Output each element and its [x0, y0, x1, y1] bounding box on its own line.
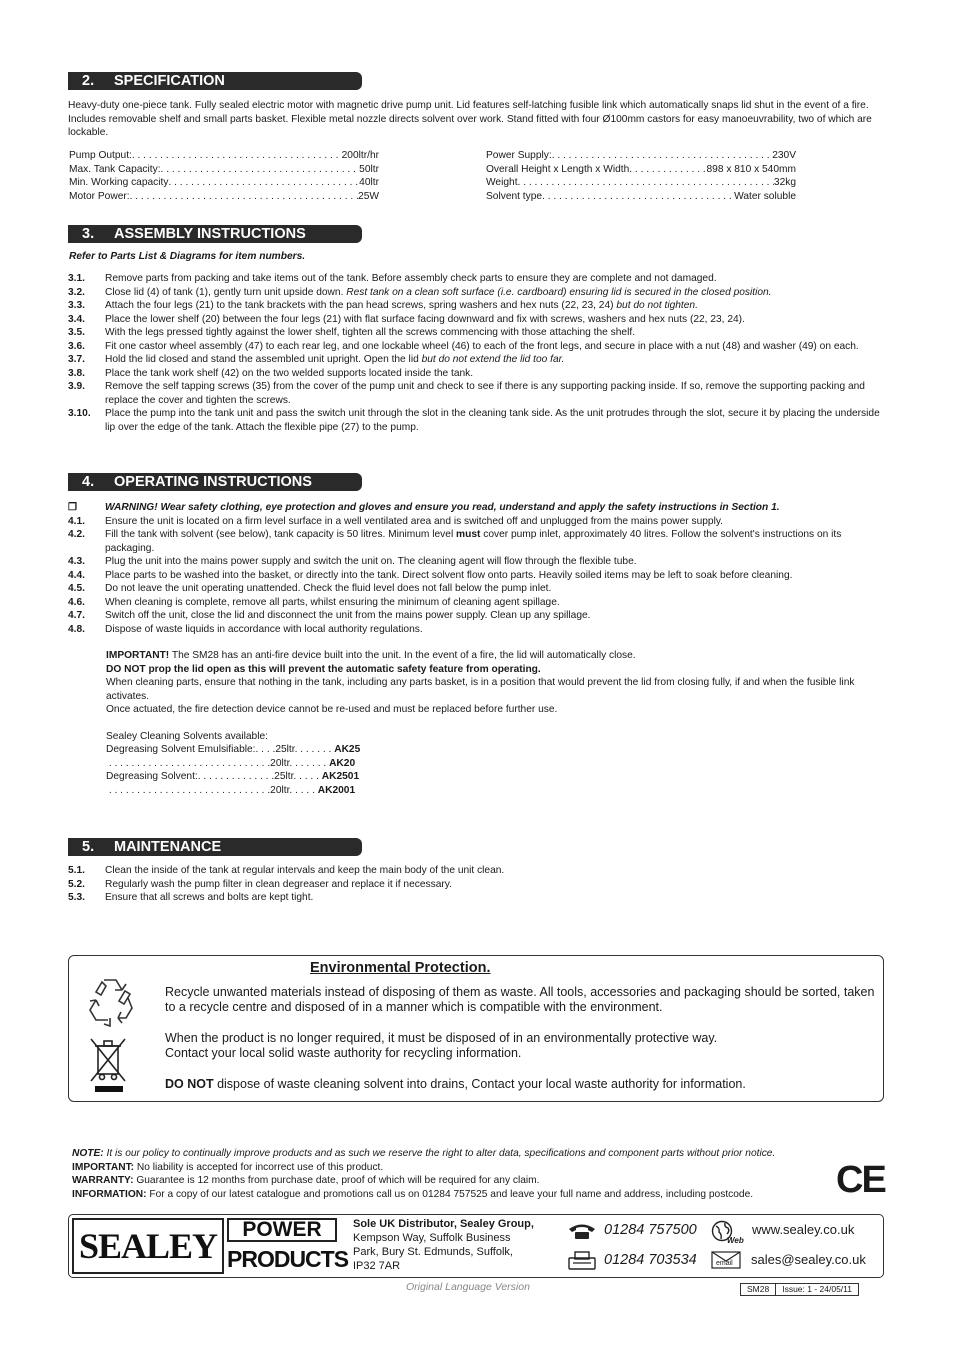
list-item — [68, 286, 883, 300]
spec-leader-dots — [132, 149, 342, 163]
solvent-size: 20ltr. . . . . . . — [270, 757, 327, 769]
item-text — [105, 582, 883, 596]
list-item — [68, 353, 883, 367]
list-item — [68, 864, 883, 878]
telephone-icon — [567, 1222, 597, 1240]
important-notes — [106, 649, 883, 717]
website-link[interactable]: www.sealey.co.uk — [752, 1222, 855, 1237]
do-not-prop-warning: DO NOT prop the lid open as this will prevent the automatic safety feature from operating. — [106, 663, 541, 675]
solvent-row — [106, 743, 360, 757]
spec-value: Water soluble — [734, 190, 796, 202]
information-line — [72, 1188, 842, 1202]
disposal-line-2: Contact your local solid waste authority for recycling information. — [165, 1046, 522, 1060]
spec-row — [69, 149, 379, 163]
email-badge: email — [716, 1260, 733, 1267]
important-text: The SM28 has an anti-fire device built into the unit. In the event of a fire, the lid will automatically close. — [169, 650, 636, 661]
item-text-plain: Dispose of waste liquids in accordance with local authority regulations. — [105, 623, 423, 635]
solvents-title: Sealey Cleaning Solvents available: — [106, 731, 268, 742]
item-text-plain: Place the lower shelf (20) between the four legs (21) with flat surface facing downward and fix with screws, washers and hex nuts (22, 23, 24). — [105, 313, 745, 325]
item-text-plain: Plug the unit into the mains power supply and switch the unit on. The cleaning agent will flow through the flexible tube. — [105, 556, 637, 567]
spec-value: 200ltr/hr — [341, 150, 379, 161]
solvent-code: AK2001 — [317, 784, 356, 796]
spec-label: Motor Power: — [69, 190, 130, 202]
spec-label: Solvent type — [486, 190, 543, 202]
item-text — [105, 515, 883, 529]
solvent-code: AK25 — [334, 744, 361, 755]
note-label: NOTE: — [72, 1148, 104, 1159]
item-text-plain: Place the tank work shelf (42) on the two welded supports located inside the tank. — [105, 367, 474, 379]
item-number: 4.5. — [68, 583, 85, 594]
item-number: 3.3. — [68, 300, 85, 311]
list-item — [68, 313, 883, 327]
web-badge: Web — [727, 1236, 744, 1245]
section-title: SPECIFICATION — [114, 73, 225, 89]
warning-item — [68, 501, 883, 515]
solvent-code: AK2501 — [321, 771, 360, 782]
item-number: 4.4. — [68, 569, 85, 581]
address-line-1: Kempson Way, Suffolk Business — [353, 1232, 511, 1244]
spec-value: 40ltr — [359, 177, 379, 188]
legal-notes — [72, 1147, 842, 1201]
item-text-plain: When cleaning is complete, remove all parts, whilst ensuring the minimum of cleaning agent spillage. — [105, 596, 560, 608]
list-item — [68, 623, 883, 637]
item-number: 3.7. — [68, 354, 85, 365]
spec-label: Min. Working capacity — [69, 177, 169, 188]
section-number: 3. — [82, 226, 95, 242]
solvent-row — [106, 757, 360, 771]
item-text-plain: Remove parts from packing and take items out of the tank. Before assembly check parts to ensure they are complete and not damaged. — [105, 273, 717, 284]
list-item — [68, 299, 883, 313]
warranty-text: Guarantee is 12 months from purchase date, proof of which will be required for any claim. — [133, 1175, 540, 1186]
section-number: 4. — [82, 474, 95, 490]
spec-row — [486, 163, 796, 177]
fax-icon — [567, 1250, 597, 1270]
disposal-line-1: When the product is no longer required, it must be disposed of in an environmentally protective way. — [165, 1031, 718, 1045]
item-text — [105, 272, 883, 286]
item-number: 3.8. — [68, 367, 85, 379]
item-number: 5.1. — [68, 865, 85, 876]
distributor-title: Sole UK Distributor, Sealey Group, — [353, 1218, 534, 1230]
list-item — [68, 272, 883, 286]
warning-box-icon: ❒ — [68, 502, 78, 513]
list-item — [68, 326, 883, 340]
spec-table-right — [486, 149, 796, 203]
item-number: 4.6. — [68, 596, 85, 608]
item-text: Clean the inside of the tank at regular intervals and keep the main body of the unit clean. — [105, 865, 505, 876]
section-2-header — [68, 72, 362, 90]
section-5-header — [68, 838, 362, 856]
spec-label: Overall Height x Length x Width — [486, 163, 630, 175]
spec-label: Max. Tank Capacity: — [69, 163, 161, 175]
item-number: 3.9. — [68, 381, 85, 392]
spec-value: 32kg — [773, 177, 796, 188]
list-item — [68, 609, 883, 623]
item-text — [105, 286, 883, 300]
list-item — [68, 569, 883, 583]
operating-list — [68, 501, 883, 636]
important-line — [72, 1161, 842, 1175]
solvents-table — [106, 743, 360, 797]
parts-reference-note: Refer to Parts List & Diagrams for item numbers. — [69, 251, 306, 262]
item-text — [105, 313, 883, 327]
item-number: 3.2. — [68, 286, 85, 298]
list-item — [68, 878, 883, 892]
spec-leader-dots — [161, 163, 360, 177]
item-text — [105, 596, 883, 610]
spec-leader-dots — [130, 190, 358, 204]
spec-leader-dots — [168, 176, 359, 190]
spec-table-left — [69, 149, 379, 203]
issue-box — [740, 1283, 859, 1296]
item-text-plain: Fit one castor wheel assembly (47) to each rear leg, and one lockable wheel (46) to each of the front legs, and secure in place with a nut (48) and washer (49) on each. — [105, 340, 859, 352]
item-text — [105, 340, 883, 354]
spec-label: Weight — [486, 177, 518, 188]
important-label: IMPORTANT: — [72, 1161, 135, 1173]
item-text — [105, 326, 883, 340]
solvent-size: 25ltr. . . . . . . — [275, 744, 332, 755]
spec-row — [486, 149, 796, 163]
issue-date: Issue: 1 - 24/05/11 — [775, 1284, 858, 1295]
fax-number[interactable]: 01284 703534 — [604, 1252, 697, 1268]
note-text: It is our policy to continually improve products and as such we reserve the right to alter data, specifications and component parts without prior notice. — [103, 1148, 776, 1159]
item-text — [105, 555, 883, 569]
section-3-header — [68, 225, 362, 243]
spec-row — [69, 190, 379, 204]
weee-crossed-bin-icon — [88, 1036, 128, 1094]
item-text — [105, 623, 883, 637]
item-text: Regularly wash the pump filter in clean degreaser and replace it if necessary. — [105, 878, 452, 890]
actuated-note: Once actuated, the fire detection device cannot be re-used and must be replaced before further use. — [106, 704, 558, 715]
disposal-paragraph — [165, 1031, 875, 1061]
solvent-row — [106, 770, 360, 784]
information-label: INFORMATION: — [72, 1188, 147, 1200]
recycle-paragraph: Recycle unwanted materials instead of disposing of them as waste. All tools, accessories and packaging should be sorted, taken to a recycle centre and disposed of in a manner which is compatible with the environment. — [165, 985, 875, 1014]
information-text: For a copy of our latest catalogue and promotions call us on 01284 757525 and leave your full name and address, including postcode. — [146, 1188, 754, 1200]
solvent-label: . . . . . . . . . . . . . . . . . . . . . . . . . . . . . — [106, 784, 271, 796]
list-item — [68, 596, 883, 610]
address-line-2: Park, Bury St. Edmunds, Suffolk, — [353, 1246, 513, 1258]
item-text — [105, 380, 883, 407]
warning-text: WARNING! Wear safety clothing, eye protection and gloves and ensure you read, understand and apply the safety instructions in Section 1. — [105, 502, 780, 513]
item-text-plain: Place the pump into the tank unit and pass the switch unit through the slot in the cleaning tank side. As the unit protrudes through the slot, secure it by placing the underside lip over the edge of the tank. Attach the flexible pipe (27) to the pump. — [105, 408, 880, 433]
item-text-plain: Attach the four legs (21) to the tank brackets with the pan head screws, spring washers and hex nuts (22, 23, 24) — [105, 300, 617, 311]
solvent-code: AK20 — [329, 757, 356, 769]
list-item — [68, 555, 883, 569]
item-text — [105, 353, 883, 367]
list-item — [68, 528, 883, 555]
spec-leader-dots — [629, 163, 706, 177]
item-number: 3.5. — [68, 327, 85, 338]
spec-value: 898 x 810 x 540mm — [706, 163, 796, 175]
spec-value: 25W — [358, 190, 379, 202]
spec-row — [69, 176, 379, 190]
warranty-line — [72, 1174, 842, 1188]
list-item — [68, 515, 883, 529]
solvent-disposal-paragraph — [165, 1077, 875, 1092]
item-text-rest: cover pump inlet, approximately 40 litres. Follow the solvent's instructions on its packaging. — [105, 529, 842, 554]
item-text-plain: Close lid (4) of tank (1), gently turn unit upside down. — [105, 286, 347, 298]
item-text — [105, 299, 883, 313]
solvent-label: Degreasing Solvent:. . . . . . . . . . . . . . — [106, 771, 275, 782]
item-number: 3.4. — [68, 313, 85, 325]
spec-row — [486, 176, 796, 190]
original-language-version: Original Language Version — [406, 1281, 530, 1293]
item-number: 5.3. — [68, 892, 85, 903]
ce-mark: CE — [836, 1159, 885, 1201]
spec-value: 50ltr — [359, 163, 379, 175]
do-not-label: DO NOT — [165, 1077, 214, 1091]
item-text — [105, 609, 883, 623]
list-item — [68, 367, 883, 381]
list-item — [68, 582, 883, 596]
solvent-label: . . . . . . . . . . . . . . . . . . . . . . . . . . . . . — [106, 757, 271, 769]
item-number: 3.10. — [68, 408, 91, 419]
list-item — [68, 380, 883, 407]
item-number: 3.1. — [68, 273, 85, 284]
item-text-plain: Fill the tank with solvent (see below), tank capacity is 50 litres. Minimum level — [105, 529, 457, 540]
item-number: 4.3. — [68, 556, 85, 567]
solvent-row — [106, 784, 360, 798]
item-text-plain: Remove the self tapping screws (35) from the cover of the pump unit and check to see if there is any supporting packing inside. If so, remove the supporting packing and replace the cover and tighten the screws. — [105, 381, 865, 406]
list-item — [68, 340, 883, 354]
item-text-italic: but do not tighten. — [616, 300, 698, 311]
important-label: IMPORTANT! — [106, 650, 170, 661]
section-title: OPERATING INSTRUCTIONS — [114, 474, 312, 490]
important-text: No liability is accepted for incorrect use of this product. — [134, 1161, 384, 1173]
item-number: 4.2. — [68, 529, 85, 540]
distributor-address — [353, 1217, 558, 1273]
model-number: SM28 — [747, 1284, 770, 1294]
important-line — [106, 649, 883, 663]
section-number: 2. — [82, 73, 95, 89]
solvent-size: 25ltr. . . . . — [274, 771, 319, 782]
spec-leader-dots — [542, 190, 734, 204]
note-line — [72, 1147, 842, 1161]
spec-row — [69, 163, 379, 177]
item-text-plain: Place parts to be washed into the basket, or directly into the tank. Direct solvent flow onto parts. Heavily soiled items may be left to soak before cleaning. — [105, 569, 793, 581]
item-number: 4.1. — [68, 515, 85, 527]
list-item — [68, 407, 883, 434]
recycle-icon — [84, 974, 136, 1028]
item-number: 4.8. — [68, 623, 85, 635]
solvent-size: 20ltr. . . . . — [270, 784, 315, 796]
warranty-label: WARRANTY: — [72, 1175, 134, 1186]
section-title: ASSEMBLY INSTRUCTIONS — [114, 226, 306, 242]
item-text-bold: must — [456, 529, 481, 540]
item-number: 3.6. — [68, 340, 85, 352]
item-text — [105, 569, 883, 583]
email-link[interactable]: sales@sealey.co.uk — [751, 1252, 866, 1267]
item-text-plain: Hold the lid closed and stand the assembled unit upright. Open the lid — [105, 354, 422, 365]
spec-label: Pump Output: — [69, 150, 132, 161]
spec-leader-dots — [552, 149, 773, 163]
item-text — [105, 367, 883, 381]
item-text-plain: Switch off the unit, close the lid and disconnect the unit from the mains power supply. Clean up any spillage. — [105, 610, 591, 621]
spec-label: Power Supply: — [486, 150, 552, 161]
list-item — [68, 891, 883, 905]
item-text: Ensure that all screws and bolts are kept tight. — [105, 892, 314, 903]
phone-number[interactable]: 01284 757500 — [604, 1222, 697, 1238]
spec-leader-dots — [518, 176, 774, 190]
solvent-label: Degreasing Solvent Emulsifiable:. . . . — [106, 744, 276, 755]
sealey-logo: SEALEY — [72, 1218, 224, 1274]
spec-value: 230V — [772, 150, 796, 161]
item-text — [105, 528, 883, 555]
item-text-plain: Ensure the unit is located on a firm level surface in a well ventilated area and is switched off and unplugged from the mains power supply. — [105, 515, 724, 527]
section-number: 5. — [82, 839, 95, 855]
power-logo: POWER — [227, 1218, 337, 1242]
item-number: 5.2. — [68, 878, 85, 890]
cleaning-parts-note: When cleaning parts, ensure that nothing in the tank, including any parts basket, is in a position that would prevent the lid from closing fully, if and when the fusible link activates. — [106, 677, 855, 702]
spec-intro: Heavy-duty one-piece tank. Fully sealed electric motor with magnetic drive pump unit. Lid features self-latching fusible link which automatically snaps lid shut in the event of a fire. Includes removable shelf and small parts basket. Flexible metal nozzle directs solvent over work. Stand fitted with four Ø100mm castors for easy manoeuvrability, two of which are lockable. — [68, 100, 872, 138]
item-text-italic: Rest tank on a clean soft surface (i.e. cardboard) ensuring lid is secured in the closed position. — [346, 286, 772, 298]
item-number: 4.7. — [68, 610, 85, 621]
environmental-title: Environmental Protection. — [310, 960, 491, 976]
address-line-3: IP32 7AR — [353, 1260, 401, 1272]
assembly-list — [68, 272, 883, 434]
item-text — [105, 407, 883, 434]
solvent-disposal-text: dispose of waste cleaning solvent into drains, Contact your local waste authority for information. — [213, 1077, 746, 1091]
maintenance-list — [68, 864, 883, 905]
section-title: MAINTENANCE — [114, 839, 222, 855]
section-4-header — [68, 473, 362, 491]
item-text-italic: but do not extend the lid too far. — [421, 354, 565, 365]
item-text-plain: With the legs pressed tightly against the lower shelf, tighten all the screws commencing with those attaching the shelf. — [105, 327, 636, 338]
spec-row — [486, 190, 796, 204]
products-logo: PRODUCTS — [227, 1246, 349, 1272]
item-text-plain: Do not leave the unit operating unattended. Check the fluid level does not fall below the pump inlet. — [105, 583, 552, 594]
